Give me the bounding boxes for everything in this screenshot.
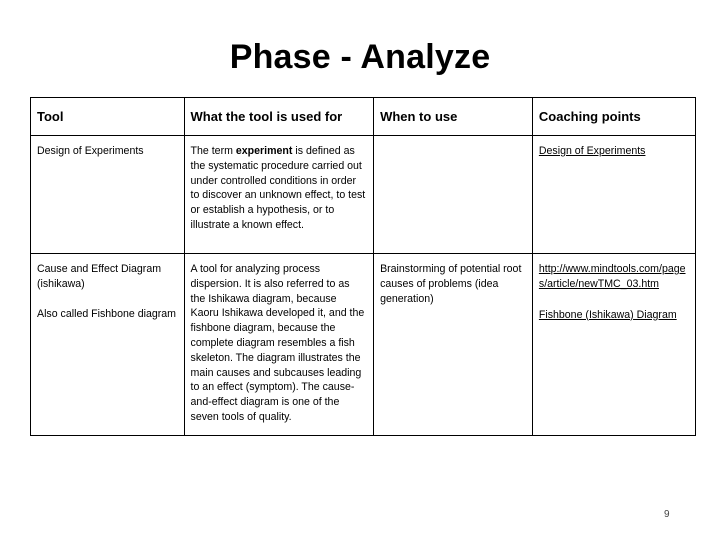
cell-what-doe <box>184 136 374 254</box>
cell-when-doe <box>374 136 533 254</box>
tool-name-doe: Design of Experiments <box>37 145 144 157</box>
table-row <box>31 136 696 254</box>
cell-when-cause-effect: Brainstorming of potential root causes of problems (idea generation) <box>374 254 533 436</box>
cell-coaching-cause-effect <box>532 254 695 436</box>
header-coaching: Coaching points <box>532 98 695 136</box>
analyze-tools-table <box>30 97 696 436</box>
cell-what-cause-effect: A tool for analyzing process dispersion. It is also referred to as the Ishikawa diagram, because Kaoru Ishikawa developed it, and the fishbone diagram, because the complete diagram resembles a fish skeleton. The diagram illustrates the main causes and subcauses leading to an effect (symptom). The cause-and-effect diagram is one of the seven tools of quality. <box>184 254 374 436</box>
table-row <box>31 254 696 436</box>
cell-tool-cause-effect <box>31 254 185 436</box>
tool-note-fishbone: Also called Fishbone diagram <box>37 307 176 320</box>
mindtools-link[interactable]: http://www.mindtools.com/pages/article/newTMC_03.htm <box>538 263 686 290</box>
fishbone-diagram-link[interactable]: Fishbone (Ishikawa) Diagram <box>538 308 677 321</box>
tool-name-cause-effect: Cause and Effect Diagram (ishikawa) <box>37 263 162 290</box>
table-header-row <box>31 98 696 136</box>
slide-title: Phase - Analyze <box>229 38 491 76</box>
header-when: When to use <box>374 98 533 136</box>
what-text-bold: experiment <box>235 145 293 157</box>
cell-coaching-doe <box>532 136 695 254</box>
header-tool: Tool <box>31 98 185 136</box>
what-text-end: is defined as the systematic procedure carried out under controlled conditions in order to discover an unknown effect, to test or establish a hypothesis, or to illustrate a known effect. <box>190 145 366 231</box>
page-number: 9 <box>664 509 670 520</box>
cell-tool-doe <box>31 136 185 254</box>
header-what: What the tool is used for <box>184 98 374 136</box>
what-text-start: The term <box>190 145 236 157</box>
design-of-experiments-link[interactable]: Design of Experiments <box>538 145 646 157</box>
